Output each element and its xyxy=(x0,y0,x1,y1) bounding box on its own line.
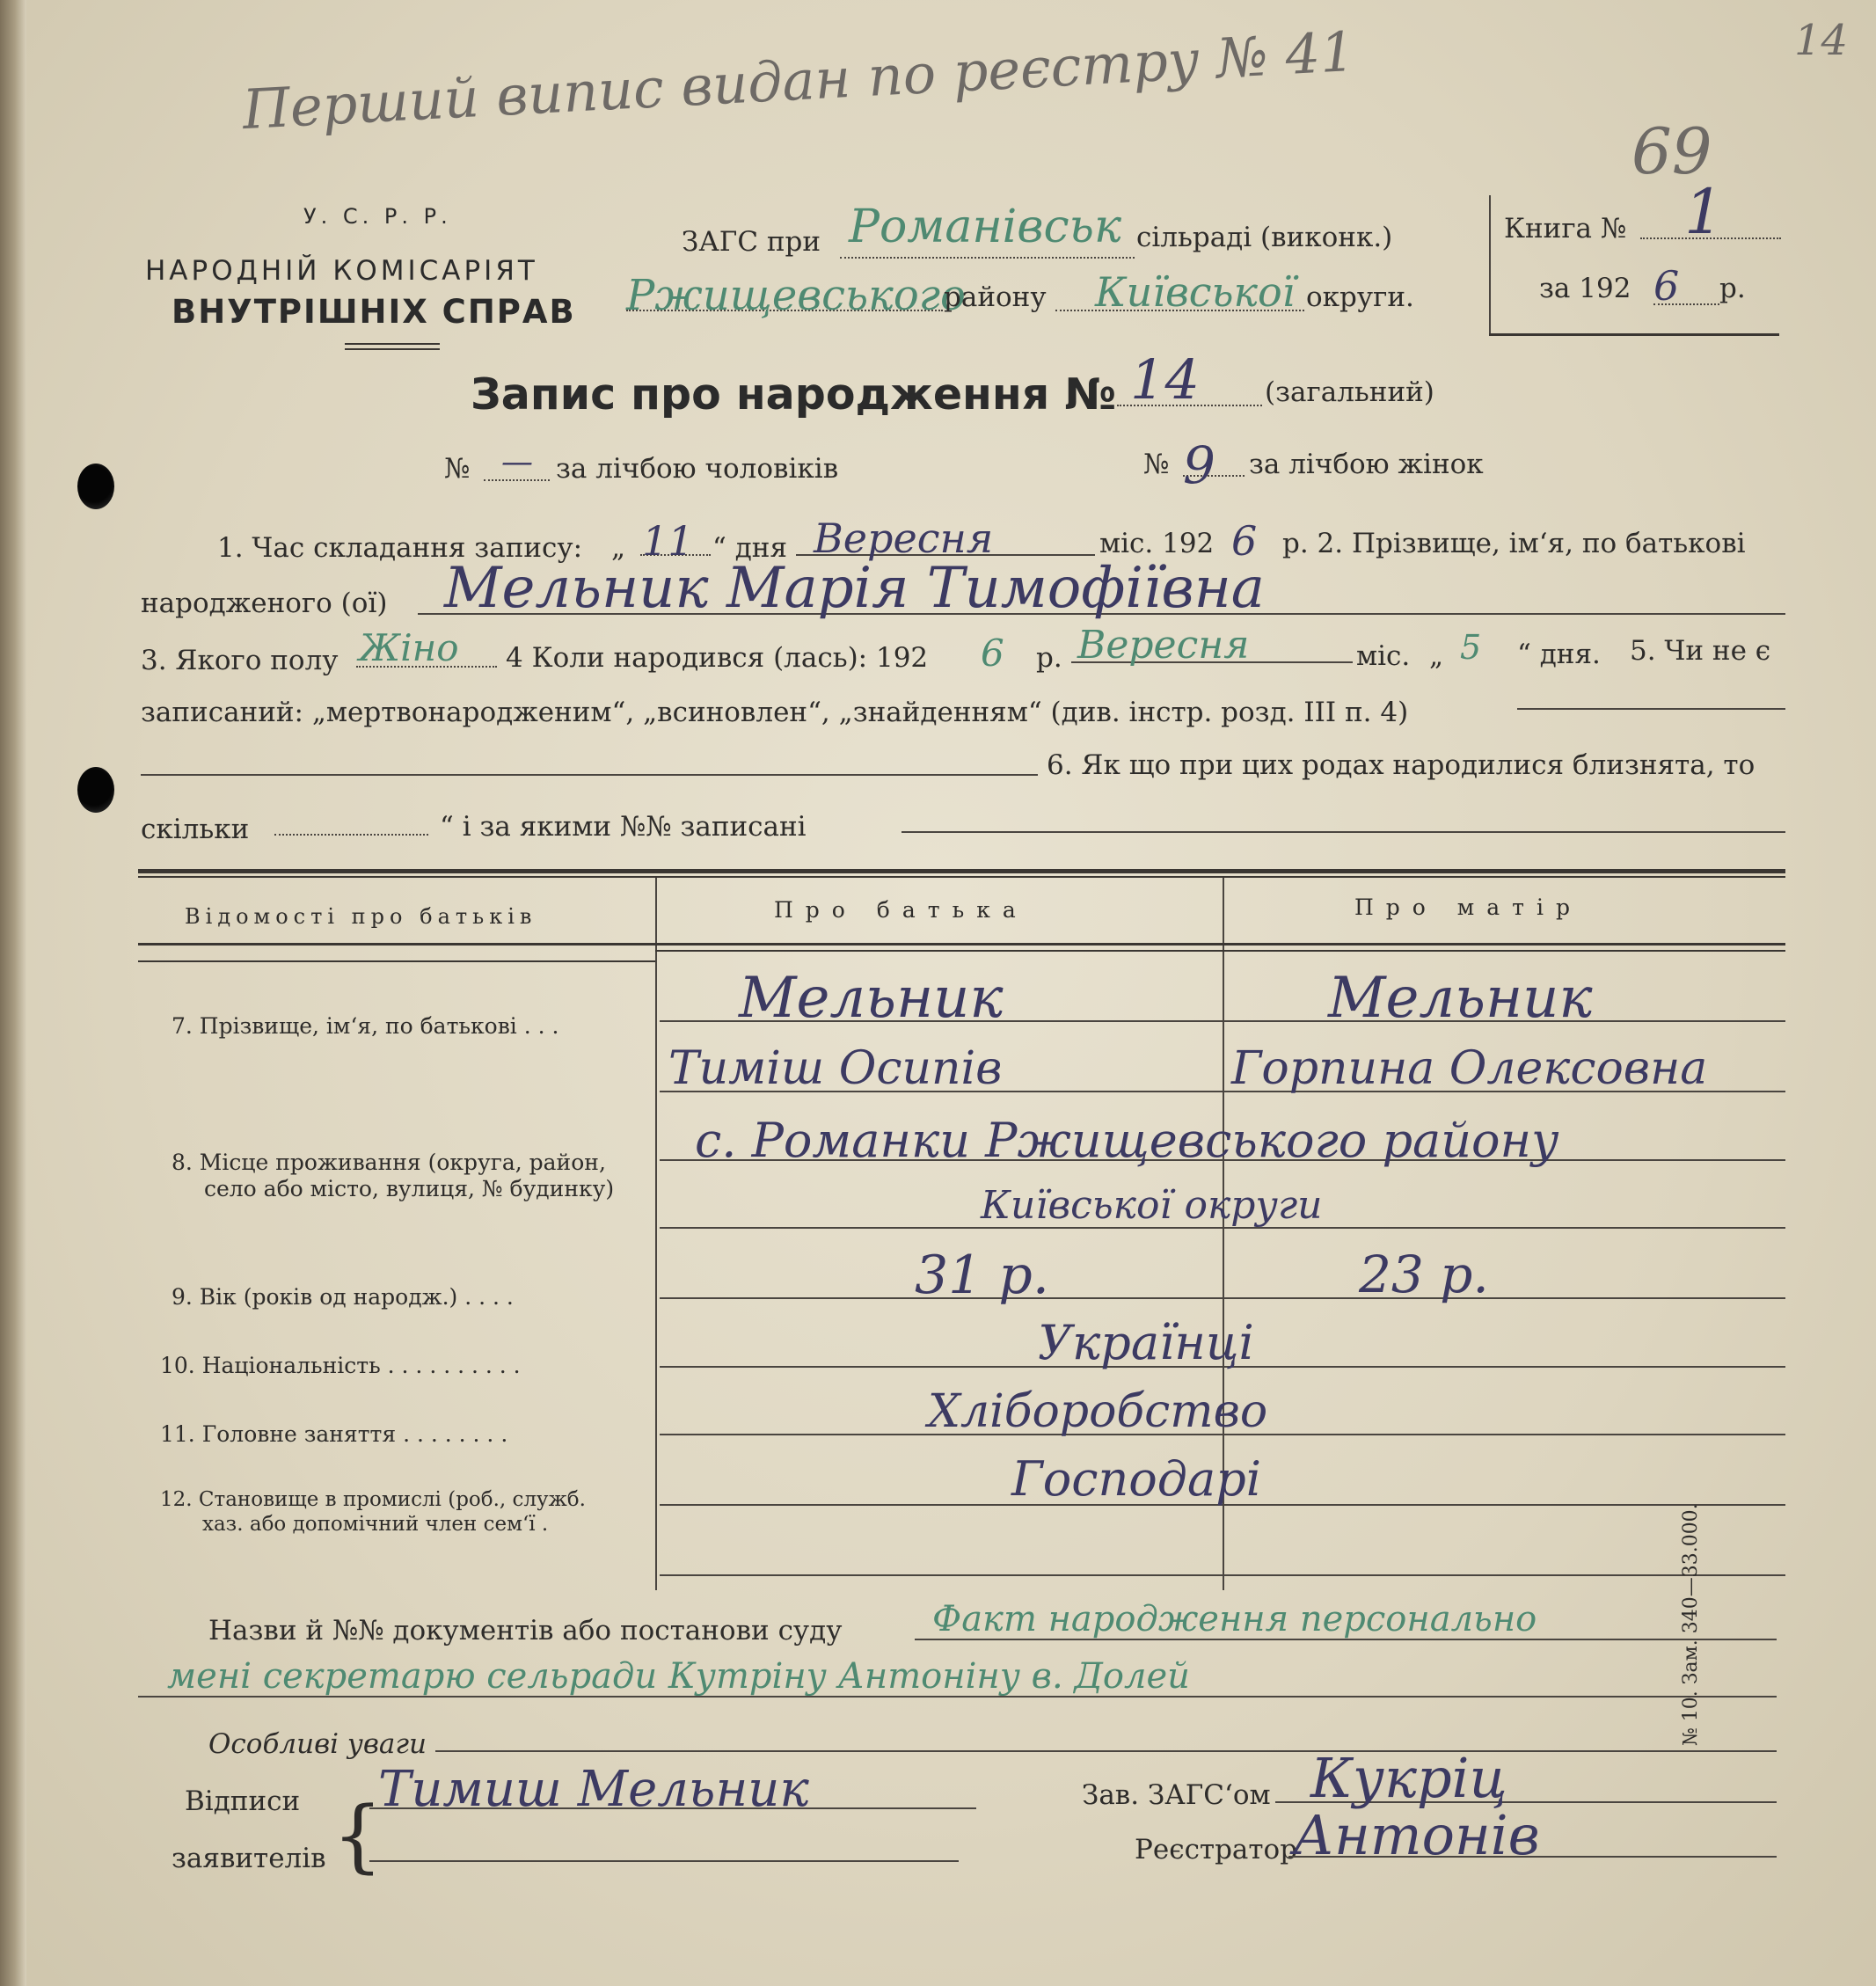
zags-head-label: Зав. ЗАГС‘ом xyxy=(1082,1779,1271,1811)
header-rule-2 xyxy=(345,348,440,350)
item1-year-value: 6 xyxy=(1231,517,1258,565)
district-label: району xyxy=(944,281,1047,313)
book-box-bottom xyxy=(1489,333,1779,336)
row10-label: 10. Національність . . . . . . . . . . xyxy=(160,1353,521,1378)
item3-label: 3. Якого полу xyxy=(141,645,339,676)
item1-label: 1. Час складання запису: xyxy=(217,532,583,564)
signature-brace: { xyxy=(332,1790,383,1882)
signatures-label: Відписи xyxy=(185,1785,301,1817)
header-rule xyxy=(345,343,440,345)
documents-value-1: Факт народження персонально xyxy=(932,1599,1537,1639)
col-header-father: Про батька xyxy=(774,897,1028,923)
twins-numbers-line xyxy=(902,831,1785,833)
col-header-parents: Відомості про батьків xyxy=(185,904,537,929)
table-header-rule xyxy=(138,943,1785,946)
applicant-sign-line-2 xyxy=(369,1860,959,1862)
sex-value: Жіно xyxy=(359,626,459,669)
status-value: Господарі xyxy=(1011,1451,1262,1507)
birth-month-value: Вересня xyxy=(1077,623,1250,668)
signatures-label-2: заявителів xyxy=(172,1843,326,1874)
female-count-prefix: № xyxy=(1143,449,1170,480)
notes-label: Особливі уваги xyxy=(208,1728,427,1760)
birth-day-quote: „ xyxy=(1429,640,1444,672)
row8-label: 8. Місце проживання (округа, район, xyxy=(172,1150,606,1175)
pencil-note-top: Перший випис видан по реєстру № 41 xyxy=(240,18,1357,142)
birth-year-value: 6 xyxy=(981,632,1004,675)
item5-label-2: записаний: „мертвонародженим“, „всиновлен“, „знайденням“ (див. інстр. розд. III п. 4) xyxy=(141,697,1409,728)
row11-label: 11. Головне заняття . . . . . . . . xyxy=(160,1421,508,1447)
row9-label: 9. Вік (років од народж.) . . . . xyxy=(172,1284,514,1310)
book-number-value: 1 xyxy=(1684,176,1724,248)
registrar-signature: Антонів xyxy=(1293,1803,1540,1867)
item2-label-2: народженого (ої) xyxy=(141,588,388,619)
binding-edge xyxy=(0,0,26,1986)
birth-day-value: 5 xyxy=(1460,628,1482,667)
zags-village-value: Романівськ xyxy=(849,201,1122,253)
village-council-label: сільраді (виконк.) xyxy=(1136,222,1393,253)
birth-day-label: “ дня. xyxy=(1517,639,1601,670)
punch-hole-bottom xyxy=(77,767,114,813)
item5-line-2 xyxy=(141,774,1038,776)
father-age-value: 31 р. xyxy=(915,1245,1049,1306)
book-year-prefix: за 192 xyxy=(1539,273,1631,304)
item6-label-2: скільки xyxy=(141,814,250,845)
applicant-signature: Тимиш Мельник xyxy=(378,1761,809,1818)
book-label: Книга № xyxy=(1504,213,1627,245)
occupation-value: Хліборобство xyxy=(928,1385,1268,1438)
item2-label: р. 2. Прізвище, ім‘я, по батькові xyxy=(1282,528,1746,559)
male-count-label: за лічбою чоловіків xyxy=(556,453,839,485)
record-general-label: (загальний) xyxy=(1265,376,1434,408)
row12-line-2 xyxy=(660,1574,1785,1576)
item6-label-3: “ і за якими №№ записані xyxy=(440,811,807,843)
item5-label: 5. Чи не є xyxy=(1630,635,1771,667)
father-surname-value: Мельник xyxy=(739,966,1004,1031)
mother-given-name-value: Горпина Олексовна xyxy=(1231,1042,1708,1095)
female-count-value: 9 xyxy=(1183,435,1215,495)
residence-value-2: Київської округи xyxy=(981,1183,1323,1228)
row7-label: 7. Прізвище, ім‘я, по батькові . . . xyxy=(172,1013,559,1039)
print-imprint: № 10. Зам. 340—33.000. xyxy=(1680,1503,1702,1746)
item1-quote-open: „ xyxy=(611,532,626,564)
female-count-label: за лічбою жінок xyxy=(1249,449,1484,480)
zags-village-line xyxy=(840,257,1135,259)
row12-label-2: хаз. або допомічний член сем‘ї . xyxy=(202,1513,549,1536)
pencil-number: 69 xyxy=(1631,114,1712,188)
row8-label-2: село або місто, вулиця, № будинку) xyxy=(204,1176,615,1201)
item1-day-label: “ дня xyxy=(712,532,788,564)
item1-month-value: Вересня xyxy=(814,515,994,562)
record-number-value: 14 xyxy=(1130,347,1200,412)
notes-line xyxy=(435,1750,1777,1752)
row12-label: 12. Становище в промислі (роб., служб. xyxy=(160,1488,586,1511)
ministry-label: ВНУТРІШНІХ СПРАВ xyxy=(172,293,576,331)
mother-age-value: 23 р. xyxy=(1359,1245,1489,1304)
book-box-left xyxy=(1489,195,1491,336)
item4-label: 4 Коли народився (лась): 192 xyxy=(506,642,929,674)
table-header-rule-2 xyxy=(655,950,1785,952)
document-title: Запис про народження № xyxy=(471,369,1117,420)
district-value: Ржищевського xyxy=(626,271,966,320)
table-top-rule-2 xyxy=(138,876,1785,878)
father-given-name-value: Тиміш Осипів xyxy=(668,1042,1003,1095)
book-year-value: 6 xyxy=(1653,262,1680,310)
male-count-prefix: № xyxy=(444,453,471,485)
pencil-page-number: 14 xyxy=(1794,16,1849,65)
birth-year-suffix: р. xyxy=(1036,642,1062,674)
table-col-divider-1 xyxy=(655,878,657,1590)
commissariat-label: НАРОДНІЙ КОМІСАРІЯТ xyxy=(145,255,538,287)
documents-value-2: мені секретарю сельради Кутріну Антоніну в. Долей xyxy=(167,1656,1190,1697)
male-count-value: — xyxy=(501,444,533,480)
residence-value-1: с. Романки Ржищевського району xyxy=(695,1113,1559,1168)
twins-count-line xyxy=(274,834,428,836)
item6-label: 6. Як що при цих родах народилися близнята, то xyxy=(1047,749,1756,781)
okrug-value: Київської xyxy=(1095,268,1296,316)
item1-day-value: 11 xyxy=(642,517,694,565)
table-top-rule xyxy=(138,869,1785,873)
nationality-value: Українці xyxy=(1038,1315,1254,1370)
book-year-suffix: р. xyxy=(1719,273,1746,304)
table-header-rule-3 xyxy=(138,960,655,962)
item1-year-label: міс. 192 xyxy=(1099,528,1215,559)
mother-surname-value: Мельник xyxy=(1328,966,1593,1031)
row9-line xyxy=(660,1297,1785,1299)
item5-line xyxy=(1517,708,1785,710)
birth-day-month-label: міс. xyxy=(1356,640,1411,672)
col-header-mother: Про матір xyxy=(1354,894,1582,920)
child-name-value: Мельник Марія Тимофіївна xyxy=(444,556,1265,621)
ussr-label: У. С. Р. Р. xyxy=(303,204,452,229)
zags-label: ЗАГС при xyxy=(682,226,821,258)
punch-hole-top xyxy=(77,464,114,509)
zags-head-signature: Кукріц xyxy=(1310,1746,1507,1810)
documents-label: Назви й №№ документів або постанови суду xyxy=(208,1615,843,1646)
okrug-label: округи. xyxy=(1306,281,1414,313)
registrar-label: Реєстратор xyxy=(1135,1834,1298,1866)
